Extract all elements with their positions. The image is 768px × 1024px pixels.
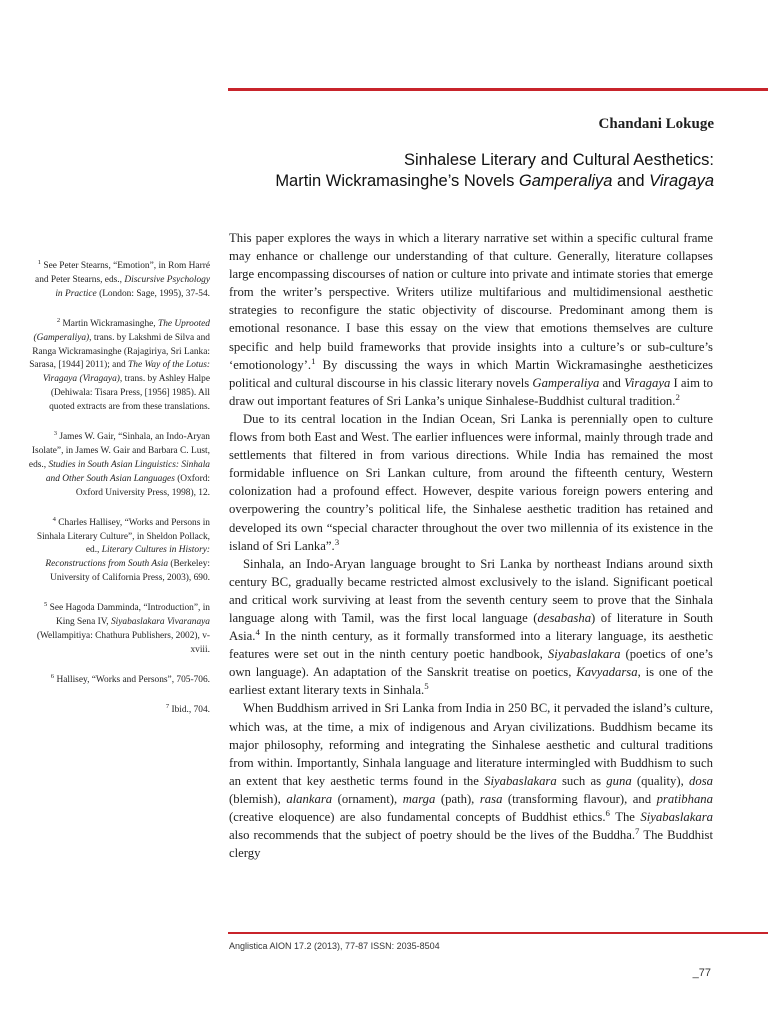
footnote-italic: Siyabaslakara Vivaranaya — [110, 617, 210, 628]
text-run: In the ninth century, as it formally transformed into a literary language, its aesthetic features were set out in the ninth century poetic handbook, — [229, 629, 713, 662]
page-number: _77 — [692, 967, 711, 979]
footnote-number: 4 — [52, 515, 56, 523]
title-line-1: Sinhalese Literary and Cultural Aesthetics: — [403, 151, 714, 169]
footnote-number: 1 — [37, 258, 42, 266]
italic-term: Siyabaslakara — [484, 773, 557, 788]
footnote-number: 3 — [53, 429, 58, 437]
footer-rule — [228, 932, 768, 934]
text-run: (path), — [435, 791, 480, 806]
footnote-italic: The Uprooted (Gamperaliya) — [33, 318, 210, 343]
text-run: also recommends that the subject of poetry should be the lives of the Buddha. — [229, 828, 636, 843]
footnote-7 — [28, 704, 210, 718]
author-name: Chandani Lokuge — [598, 116, 714, 132]
text-run: , is one of the earliest extant literary texts in Sinhala. — [229, 665, 713, 698]
footnote-3 — [28, 431, 210, 501]
footnote-text: James W. Gair, “Sinhala, an Indo-Aryan Isolate”, in James W. Gair and Barbara C. Lust, eds., — [28, 432, 210, 470]
title-line-2 — [194, 171, 714, 192]
paragraph-2 — [229, 410, 713, 555]
italic-term: rasa — [479, 791, 503, 806]
footnote-italic: Discursive Psychology in Practice — [55, 274, 210, 299]
title-work-gamperaliya: Gamperaliya — [518, 172, 613, 190]
top-rule — [228, 88, 768, 91]
sidebar-footnotes — [28, 260, 210, 734]
text-run: The — [609, 810, 641, 824]
footnote-ref-1[interactable]: 1 — [311, 355, 316, 366]
footnote-text: See Peter Stearns, “Emotion”, in Rom Harré and Peter Stearns, eds., — [35, 261, 210, 285]
text-run: I aim to draw out important features of Sri Lanka’s unique Sinhalese-Buddhist cultural tradition. — [229, 375, 713, 408]
text-run: (ornament), — [332, 791, 403, 806]
footnote-text: , trans. by Ashley Halpe (Dehiwala: Tisara Press, [1956] 1985). All quoted extracts are from these translations. — [49, 374, 210, 413]
text-run: ) of literature in South Asia. — [229, 610, 713, 644]
footnote-text: (Wellampitiya: Chathura Publishers, 2002), v-xviii. — [36, 630, 210, 655]
paragraph-4 — [229, 699, 713, 862]
text-run: such as — [556, 773, 607, 788]
text-run: The Buddhist clergy — [229, 828, 713, 861]
footnote-italic: Literary Cultures in History: Reconstructions from South Asia — [45, 545, 210, 570]
italic-term: pratibhana — [656, 791, 713, 806]
footnote-text: (Oxford: Oxford University Press, 1998), 12. — [75, 473, 210, 498]
footnote-1 — [28, 260, 210, 302]
title-work-viragaya: Viragaya — [649, 172, 714, 190]
footnote-ref-7[interactable]: 7 — [635, 825, 640, 836]
title-and: and — [612, 172, 650, 190]
italic-term: marga — [402, 791, 436, 806]
footnote-italic: The Way of the Lotus: Viragaya (Viragaya) — [42, 360, 210, 385]
footnote-ref-6[interactable]: 6 — [605, 807, 610, 818]
italic-term: Kavyadarsa — [576, 665, 638, 680]
journal-citation: Anglistica AION 17.2 (2013), 77-87 ISSN: 2035-8504 — [229, 941, 440, 951]
footnote-ref-4[interactable]: 4 — [255, 626, 260, 637]
italic-title: Gamperaliya — [532, 375, 600, 390]
italic-term: dosa — [689, 773, 713, 788]
footnote-text: Hallisey, “Works and Persons”, 705-706. — [54, 674, 210, 685]
footnote-4 — [28, 517, 210, 587]
paragraph-1 — [229, 229, 713, 410]
footnote-number: 5 — [43, 601, 48, 608]
footnote-number: 7 — [165, 702, 170, 710]
footnote-6 — [28, 674, 210, 688]
text-run: Sinhala, an Indo-Aryan language brought to Sri Lanka by northeast Indians around sixth century BC, gradually became restricted almost exclusively to the island. Significant poetical and critical work surviving at least from the seventh century seem to prove that the Sinhala language along with Tamil, was the first local language ( — [229, 556, 713, 625]
text-run: (quality), — [631, 773, 690, 788]
italic-term: Siyabaslakara — [640, 810, 713, 824]
footnote-text: (Berkeley: University of California Press, 2003), 690. — [50, 559, 210, 584]
footnote-number: 6 — [50, 672, 55, 680]
paragraph-3 — [229, 555, 713, 700]
text-run: and — [599, 375, 625, 390]
text-run: (poetics of one’s own language). An adaptation of the Sanskrit treatise on poetics, — [229, 647, 713, 680]
footnote-text: See Hagoda Damminda, “Introduction”, in King Sena IV, — [47, 603, 210, 628]
footnote-text: Martin Wickramasinghe, — [60, 318, 158, 329]
italic-term: alankara — [286, 791, 333, 806]
text-run: (transforming flavour), and — [502, 791, 657, 806]
footnote-ref-5[interactable]: 5 — [424, 681, 429, 692]
article-title — [194, 150, 714, 192]
footnote-text: , trans. by Lakshmi de Silva and Ranga Wickramasinghe (Rajagiriya, Sri Lanka: Sarasa, [1944] 2011); and — [29, 332, 210, 371]
footnote-5 — [28, 602, 210, 658]
text-run: Due to its central location in the Indian Ocean, Sri Lanka is perennially open to culture flows from both East and West. The earlier influences were informal, mainly through trade and settlements that filtered in from various directions. While India has remained the most formidable influence on Sri Lankan culture, from around the fifteenth century, Western colonization had a profound effect. However, despite various foreign powers entering and overpowering the country’s political life, the Sinhalese aesthetic tradition has retained and developed its own “special character throughout the over two millennia of its existence in the island of Sri Lanka”. — [229, 411, 713, 553]
footnote-text: Charles Hallisey, “Works and Persons in Sinhala Literary Culture”, in Sheldon Pollack, ed., — [36, 517, 210, 556]
footnote-text: Ibid., 704. — [169, 704, 210, 715]
footnote-2 — [28, 318, 210, 415]
title-line-2-prefix: Martin Wickramasinghe’s Novels — [275, 172, 519, 190]
text-run: By discussing the ways in which Martin Wickramasinghe aestheticizes political and cultural discourse in his classic literary novels — [229, 357, 713, 390]
italic-term: Siyabaslakara — [547, 647, 621, 662]
text-run: When Buddhism arrived in Sri Lanka from India in 250 BC, it pervaded the island’s culture, which was, at the time, a mix of indigenous and Aryan civilizations. Buddhism became its major philosophy, reforming and integrating the Sinhalese aesthetic and cultural traditions from within. Importantly, Sinhala language and literature intermingled with Buddhism to such an extent that key aesthetic terms found in the — [229, 701, 713, 788]
italic-term: desabasha — [537, 610, 592, 625]
footnote-ref-3[interactable]: 3 — [334, 536, 340, 547]
footnote-ref-2[interactable]: 2 — [675, 391, 680, 402]
footnote-italic: Studies in South Asian Linguistics: Sinhala and Other South Asian Languages — [45, 459, 210, 484]
text-run: (creative eloquence) are also fundamental concepts of Buddhist ethics. — [229, 810, 606, 824]
footnote-text: (London: Sage, 1995), 37-54. — [96, 288, 210, 299]
text-run: (blemish), — [229, 791, 287, 806]
text-run: This paper explores the ways in which a literary narrative set within a specific cultural frame may enhance or challenge our understanding of that culture. Generally, literature collapses large encompassing discourses of nation or culture into private and intimate stories that emerge from the writer’s perspective. Writers utilize multifarious and multidimensional aesthetic strategies to reconfigure the static objectivity of discourse. Predominant among them is emotional resonance. I base this essay on the view that emotions themselves are culture specific and help build frameworks that provide insights into a culture’s or sub-culture’s ‘emotionology’. — [229, 231, 713, 372]
italic-title: Viragaya — [624, 375, 671, 390]
italic-term: guna — [606, 773, 632, 788]
footnote-number: 2 — [56, 316, 61, 324]
body-text — [229, 229, 713, 862]
